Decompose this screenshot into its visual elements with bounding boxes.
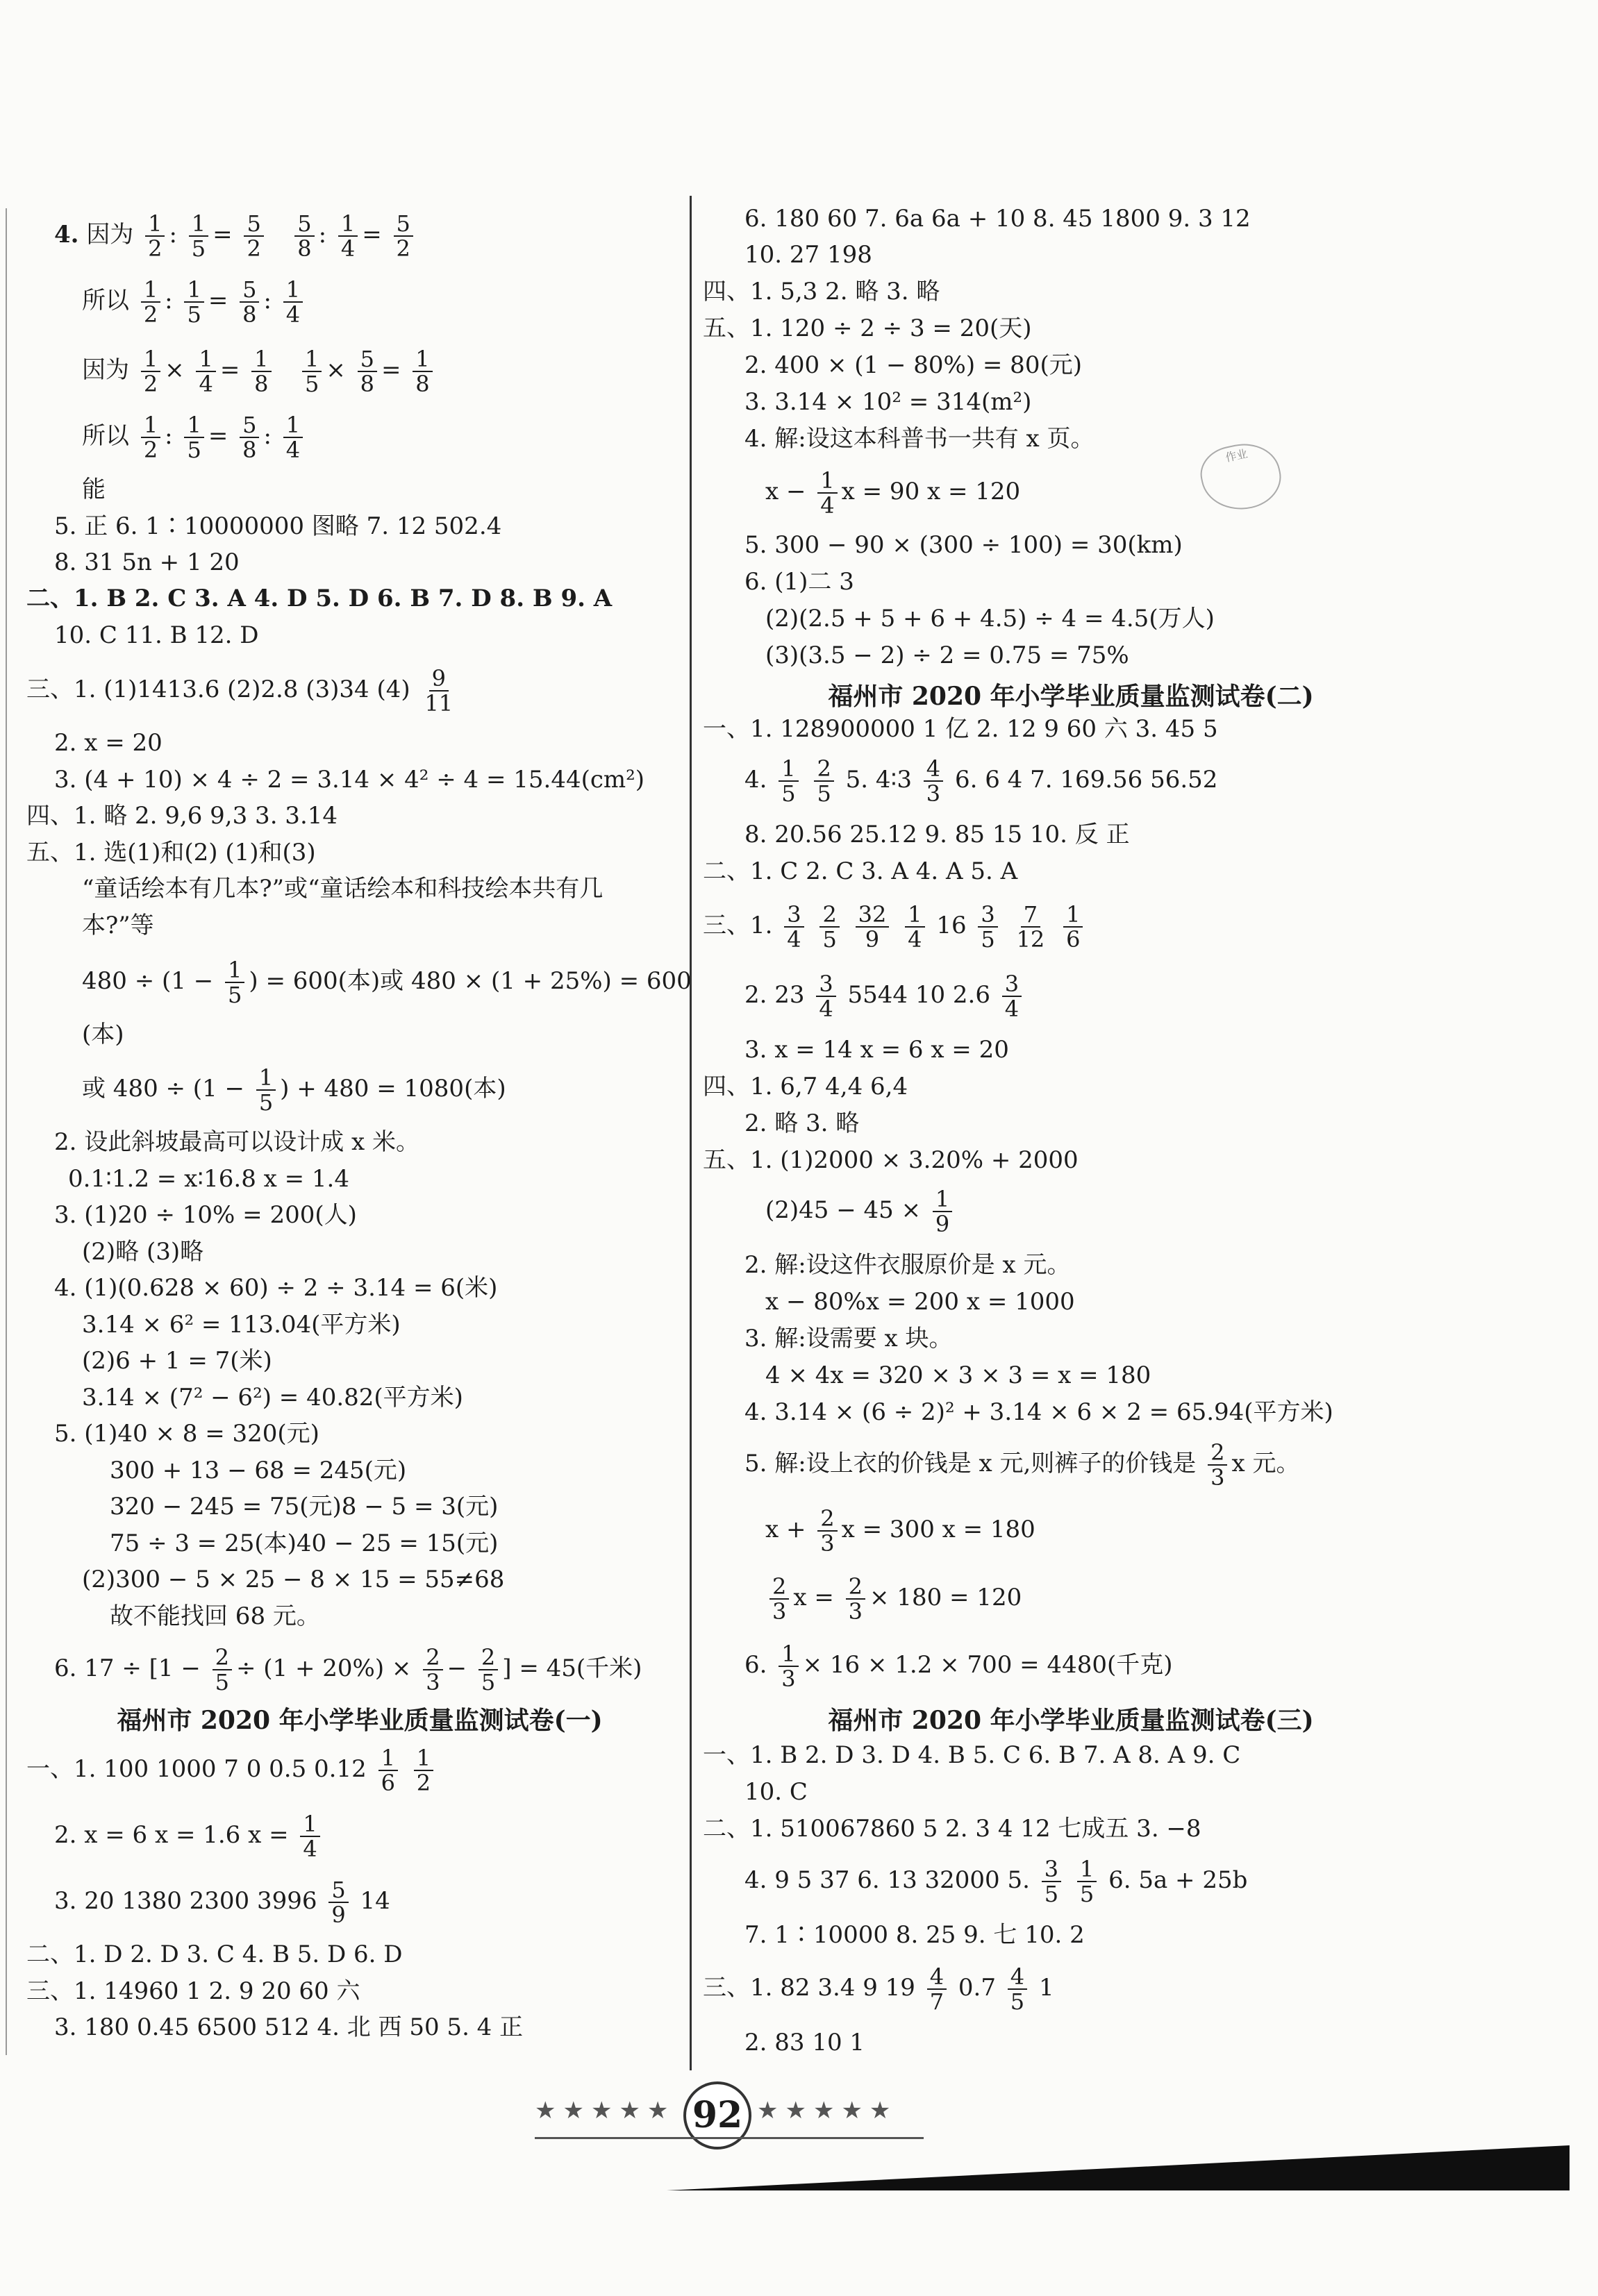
answer-line: 一、1. 128900000 1 亿 2. 12 9 60 六 3. 45 5 (703, 715, 1218, 743)
answer-line: 五、1. (1)2000 × 3.20% + 2000 (703, 1146, 1079, 1174)
answer-line: 3. (4 + 10) × 4 ÷ 2 = 3.14 × 4² ÷ 4 = 15.44(cm²) (54, 766, 645, 794)
answer-line: 二、1. C 2. C 3. A 4. A 5. A (703, 857, 1018, 885)
answer-line: 四、1. 5,3 2. 略 3. 略 (703, 278, 940, 305)
answer-line: (2)45 − 45 × $\frac{1}{9}$ (765, 1187, 956, 1236)
answer-line: 3. x = 14 x = 6 x = 20 (744, 1036, 1009, 1064)
answer-line: 3. (1)20 ÷ 10% = 200(人) (54, 1201, 357, 1229)
answer-line: 3.14 × (7² − 6²) = 40.82(平方米) (82, 1384, 463, 1411)
answer-line: 故不能找回 68 元。 (110, 1602, 320, 1630)
answer-line: 10. 27 198 (744, 241, 872, 269)
answer-line: 4. (1)(0.628 × 60) ÷ 2 ÷ 3.14 = 6(米) (54, 1274, 498, 1302)
answer-line: 二、1. 510067860 5 2. 3 4 12 七成五 3. −8 (703, 1815, 1201, 1843)
answer-line: x − $\frac{1}{4}$ x = 90 x = 120 (765, 467, 1021, 519)
answer-line: 四、1. 6,7 4,4 6,4 (703, 1073, 908, 1100)
answer-line: 本?”等 (82, 912, 154, 939)
answer-line: 7. 1∶10000 8. 25 9. 七 10. 2 (744, 1921, 1085, 1949)
answer-line: 三、1. $\frac{3}{4}$ $\frac{2}{5}$ $\frac{32}{9}$ $\frac{1}{4}$ 16 $\frac{3}{5}$ $\frac{7}{12}$ $\frac{1}{6}$ (703, 903, 1087, 951)
answer-line: 所以 $\frac{1}{2}$ : $\frac{1}{5}$ = $\frac{5}{8}$ : $\frac{1}{4}$ (82, 413, 307, 462)
answer-line: 300 + 13 − 68 = 245(元) (110, 1457, 407, 1484)
answer-line: “童话绘本有几本?”或“童话绘本和科技绘本共有几 (82, 875, 604, 903)
section-title: 福州市 2020 年小学毕业质量监测试卷(三) (828, 1706, 1314, 1735)
answer-line: 四、1. 略 2. 9,6 9,3 3. 3.14 (26, 802, 338, 830)
answer-line: 3. 180 0.45 6500 512 4. 北 西 50 5. 4 正 (54, 2013, 524, 2041)
answer-line: 能 (82, 476, 106, 503)
answer-line: 因为 $\frac{1}{2}$ × $\frac{1}{4}$ = $\frac{1}{8}$ $\frac{1}{5}$ × $\frac{5}{8}$ = $\frac{1}{8}$ (82, 347, 437, 396)
answer-line: x + $\frac{2}{3}$ x = 300 x = 180 (765, 1505, 1035, 1557)
answer-line: 0.1∶1.2 = x∶16.8 x = 1.4 (68, 1165, 349, 1193)
answer-line: x − 80%x = 200 x = 1000 (765, 1288, 1075, 1316)
answer-line: (本) (82, 1021, 124, 1048)
answer-line: (2)略 (3)略 (82, 1238, 204, 1266)
column-divider (690, 196, 692, 2070)
footer-rule (535, 2137, 924, 2139)
footer-wedge (667, 2145, 1570, 2190)
answer-line: 3.14 × 6² = 113.04(平方米) (82, 1311, 401, 1339)
answer-line: 5. 解:设上衣的价钱是 x 元,则裤子的价钱是 $\frac{2}{3}$ x 元。 (744, 1439, 1300, 1491)
answer-line: 2. x = 6 x = 1.6 x = $\frac{1}{4}$ (54, 1812, 324, 1861)
answer-line: $\frac{2}{3}$ x = $\frac{2}{3}$ × 180 = 120 (765, 1575, 1022, 1623)
answer-line: 2. 23 $\frac{3}{4}$ 5544 10 2.6 $\frac{3}{4}$ (744, 972, 1026, 1021)
answer-line: (2)(2.5 + 5 + 6 + 4.5) ÷ 4 = 4.5(万人) (765, 605, 1215, 632)
answer-line: 3. 解:设需要 x 块。 (744, 1325, 953, 1352)
answer-line: 三、1. (1)1413.6 (2)2.8 (3)34 (4) $\frac{9}{11}$ (26, 665, 453, 717)
answer-line: (2)300 − 5 × 25 − 8 × 15 = 55≠68 (82, 1566, 505, 1593)
answer-line: 6. 17 ÷ [1 − $\frac{2}{5}$ ÷ (1 + 20%) × $\frac{2}{3}$ − $\frac{2}{5}$ ] = 45(千米) (54, 1644, 642, 1695)
answer-line: 一、1. B 2. D 3. D 4. B 5. C 6. B 7. A 8. A 9. C (703, 1741, 1241, 1769)
answer-line: 4. $\frac{1}{5}$ $\frac{2}{5}$ 5. 4∶3 $\frac{4}{3}$ 6. 6 4 7. 169.56 56.52 (744, 755, 1218, 807)
answer-line: 2. 83 10 1 (744, 2029, 865, 2056)
answer-line: 5. 正 6. 1∶10000000 图略 7. 12 502.4 (54, 512, 502, 540)
answer-line: 2. x = 20 (54, 729, 163, 757)
answer-line: 五、1. 120 ÷ 2 ÷ 3 = 20(天) (703, 315, 1032, 342)
answer-line: 4. 解:设这本科普书一共有 x 页。 (744, 425, 1095, 453)
answer-line: 或 480 ÷ (1 − $\frac{1}{5}$ ) + 480 = 1080(本) (82, 1064, 506, 1116)
answer-line: 二、1. D 2. D 3. C 4. B 5. D 6. D (26, 1941, 403, 1968)
answer-line: 8. 20.56 25.12 9. 85 15 10. 反 正 (744, 821, 1130, 848)
answer-line: 五、1. 选(1)和(2) (1)和(3) (26, 839, 316, 866)
answer-line: (2)6 + 1 = 7(米) (82, 1347, 272, 1375)
section-title: 福州市 2020 年小学毕业质量监测试卷(二) (828, 682, 1314, 711)
page-edge (6, 208, 7, 2055)
stamp-mark: 作业 (1195, 437, 1286, 517)
answer-line: 10. C (744, 1778, 808, 1806)
star-icon: ★★★★★ (535, 2097, 676, 2125)
answer-line: 4. 3.14 × (6 ÷ 2)² + 3.14 × 6 × 2 = 65.94(平方米) (744, 1398, 1333, 1426)
page-footer (535, 2081, 924, 2144)
answer-line: 3. 20 1380 2300 3996 $\frac{5}{9}$ 14 (54, 1877, 390, 1928)
answer-line: 2. 设此斜坡最高可以设计成 x 米。 (54, 1128, 420, 1156)
answer-line: 2. 400 × (1 − 80%) = 80(元) (744, 351, 1082, 379)
section-title: 福州市 2020 年小学毕业质量监测试卷(一) (117, 1706, 603, 1735)
answer-line: 6. $\frac{1}{3}$ × 16 × 1.2 × 700 = 4480(千克) (744, 1641, 1173, 1692)
answer-line: 三、1. 14960 1 2. 9 20 60 六 (26, 1977, 360, 2005)
star-icon: ★★★★★ (757, 2097, 898, 2125)
page-number: 92 (683, 2081, 751, 2150)
answer-line: 4. 因为 $\frac{1}{2}$ : $\frac{1}{5}$ = $\frac{5}{2}$ $\frac{5}{8}$ : $\frac{1}{4}$ = $\frac{5}{2}$ (54, 212, 417, 260)
answer-line: 5. (1)40 × 8 = 320(元) (54, 1420, 319, 1448)
answer-line: 4. 9 5 37 6. 13 32000 5. $\frac{3}{5}$ $\frac{1}{5}$ 6. 5a + 25b (744, 1856, 1248, 1907)
answer-line: 4 × 4x = 320 × 3 × 3 = x = 180 (765, 1361, 1151, 1389)
answer-line: 8. 31 5n + 1 20 (54, 548, 240, 576)
answer-line: 所以 $\frac{1}{2}$ : $\frac{1}{5}$ = $\frac{5}{8}$ : $\frac{1}{4}$ (82, 278, 307, 326)
answer-line: 三、1. 82 3.4 9 19 $\frac{4}{7}$ 0.7 $\frac{4}{5}$ 1 (703, 1963, 1054, 2015)
answer-line: 一、1. 100 1000 7 0 0.5 0.12 $\frac{1}{6}$ $\frac{1}{2}$ (26, 1746, 438, 1795)
answer-line: 320 − 245 = 75(元)8 − 5 = 3(元) (110, 1493, 499, 1520)
answer-line: 3. 3.14 × 10² = 314(m²) (744, 388, 1032, 416)
answer-line: 6. (1)二 3 (744, 568, 854, 596)
answer-line: 2. 解:设这件衣服原价是 x 元。 (744, 1251, 1071, 1279)
answer-line: 6. 180 60 7. 6a 6a + 10 8. 45 1800 9. 3 12 (744, 205, 1251, 233)
answer-line: 二、1. B 2. C 3. A 4. D 5. D 6. B 7. D 8. B 9. A (26, 585, 613, 612)
answer-line: 10. C 11. B 12. D (54, 621, 259, 649)
answer-line: 5. 300 − 90 × (300 ÷ 100) = 30(km) (744, 531, 1183, 559)
answer-line: (3)(3.5 − 2) ÷ 2 = 0.75 = 75% (765, 642, 1129, 669)
answer-line: 480 ÷ (1 − $\frac{1}{5}$ ) = 600(本)或 480 × (1 + 25%) = 600 (82, 957, 692, 1008)
answer-line: 75 ÷ 3 = 25(本)40 − 25 = 15(元) (110, 1530, 499, 1557)
answer-line: 2. 略 3. 略 (744, 1109, 860, 1137)
